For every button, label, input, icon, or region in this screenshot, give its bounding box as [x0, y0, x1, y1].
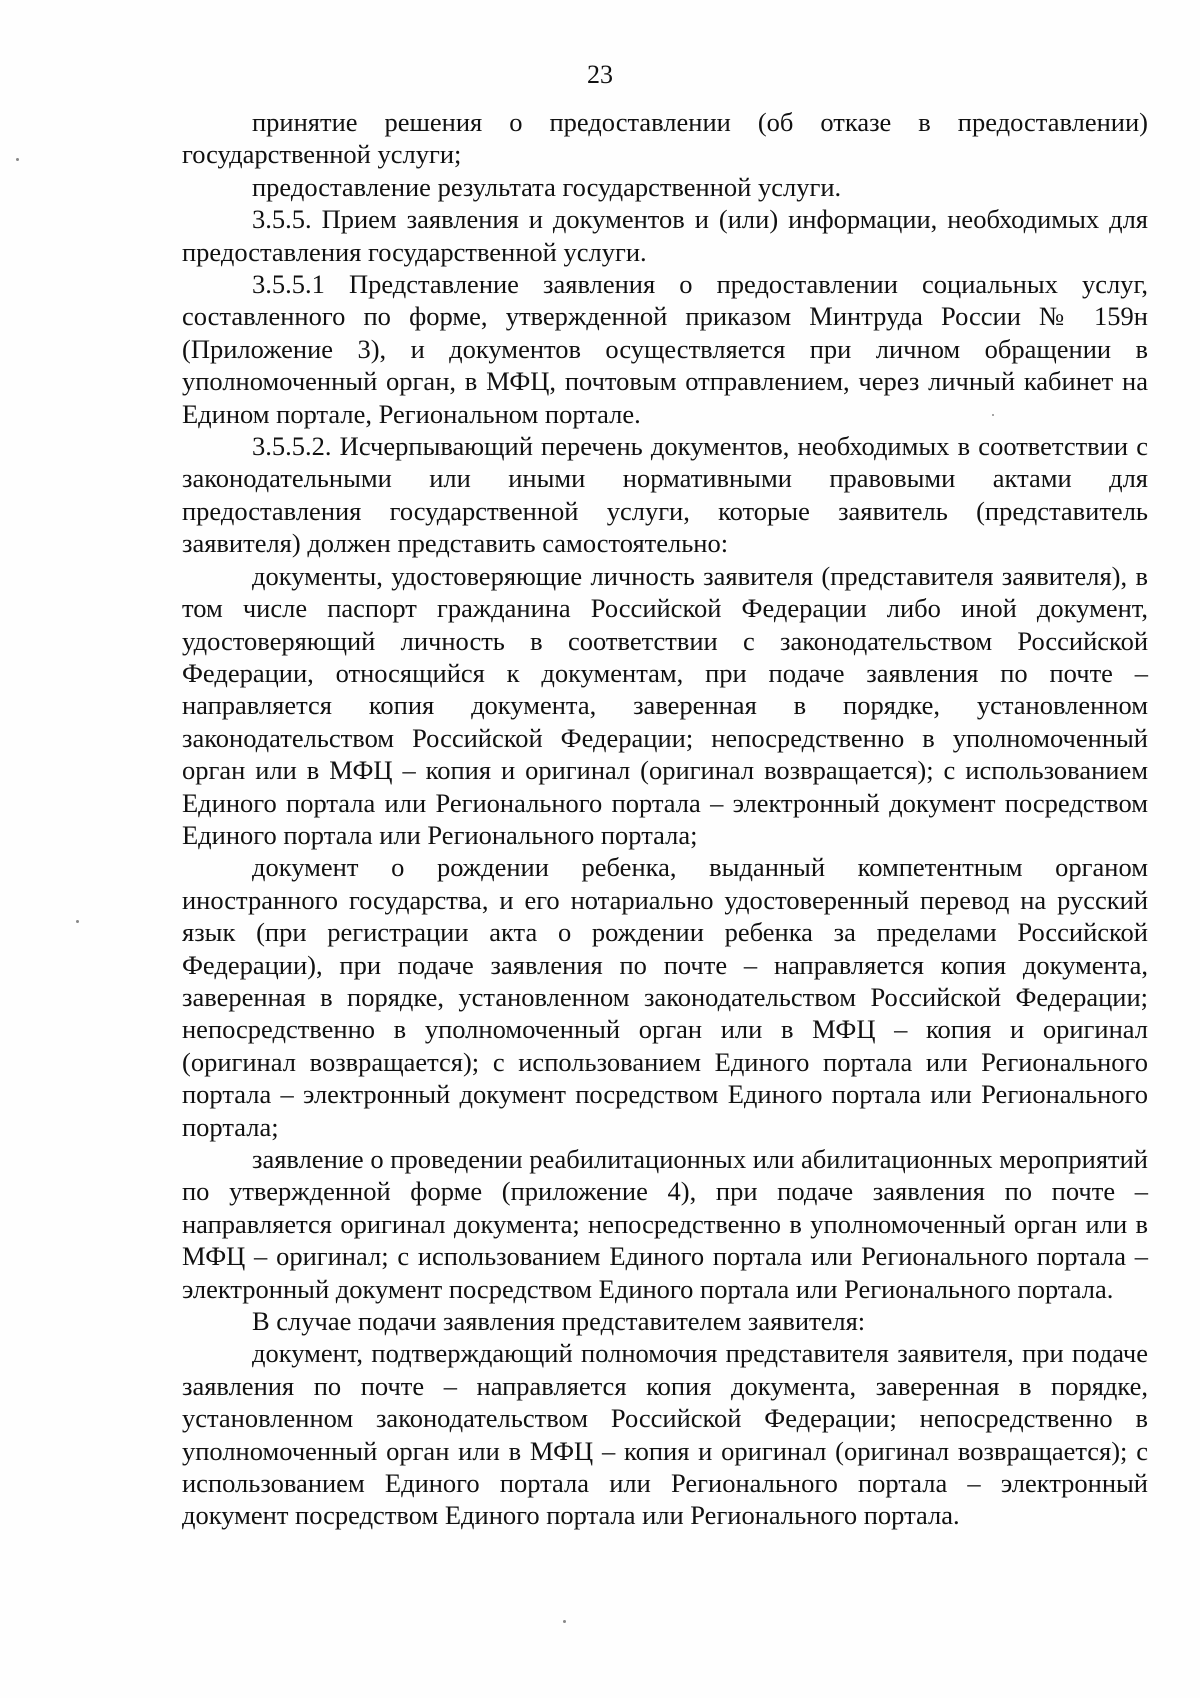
scan-speck [992, 414, 994, 416]
paragraph-result: предоставление результата государственной услуги. [252, 171, 842, 202]
paragraph-decision: принятие решения о предоставлении (об отказе в предоставлении) государственной услуги; [182, 107, 1148, 170]
page-number: 23 [587, 60, 613, 89]
paragraph-3-5-5-2: 3.5.5.2. Исчерпывающий перечень документов, необходимых в соответствии с законодательными или иными нормативными правовыми актами для предоставления государственной услуги, которые заявитель (представитель заявителя) должен представить самостоятельно: [182, 431, 1148, 559]
scan-speck [76, 920, 79, 923]
paragraph-identity-documents: документы, удостоверяющие личность заявителя (представителя заявителя), в том числе паспорт гражданина Российской Федерации либо иной документ, удостоверяющий личность в соответствии с законодательством Российской Федерации, относящийся к документам, при подаче заявления по почте – направляется копия документа, заверенная в порядке, установленном законодательством Российской Федерации; непосредственно в уполномоченный орган или в МФЦ – копия и оригинал (оригинал возвращается); с использованием Единого портала или Регионального портала – электронный документ посредством Единого портала или Регионального портала; [182, 560, 1148, 850]
paragraph-3-5-5: 3.5.5. Прием заявления и документов и (или) информации, необходимых для предоставления государственной услуги. [182, 204, 1148, 267]
paragraph-authority-document: документ, подтверждающий полномочия представителя заявителя, при подаче заявления по почте – направляется копия документа, заверенная в порядке, установленном законодательством Российской Федерации; непосредственно в уполномоченный орган или в МФЦ – копия и оригинал (оригинал возвращается); с использованием Единого портала или Регионального портала – электронный документ посредством Единого портала или Регионального портала. [182, 1338, 1148, 1531]
scan-speck [16, 158, 19, 161]
paragraph-birth-document: документ о рождении ребенка, выданный компетентным органом иностранного государства, и его нотариально удостоверенный перевод на русский язык (при регистрации акта о рождении ребенка за пределами Российской Федерации), при подаче заявления по почте – направляется копия документа, заверенная в порядке, установленном законодательством Российской Федерации; непосредственно в уполномоченный орган или в МФЦ – копия и оригинал (оригинал возвращается); с использованием Единого портала или Регионального портала – электронный документ посредством Единого портала или Регионального портала; [182, 852, 1148, 1142]
paragraph-3-5-5-1: 3.5.5.1 Представление заявления о предоставлении социальных услуг, составленного по форме, утвержденной приказом Минтруда России № 159н (Приложение 3), и документов осуществляется при личном обращении в уполномоченный орган, в МФЦ, почтовым отправлением, через личный кабинет на Едином портале, Региональном портале. [182, 269, 1148, 429]
paragraph-rehabilitation-application: заявление о проведении реабилитационных или абилитационных мероприятий по утвержденной форме (приложение 4), при подаче заявления по почте – направляется оригинал документа; непосредственно в уполномоченный орган или в МФЦ – оригинал; с использованием Единого портала или Регионального портала – электронный документ посредством Единого портала или Регионального портала. [182, 1144, 1148, 1304]
paragraph-representative-case: В случае подачи заявления представителем заявителя: [252, 1306, 866, 1337]
document-body [182, 106, 1148, 1532]
scan-speck [563, 1620, 566, 1623]
